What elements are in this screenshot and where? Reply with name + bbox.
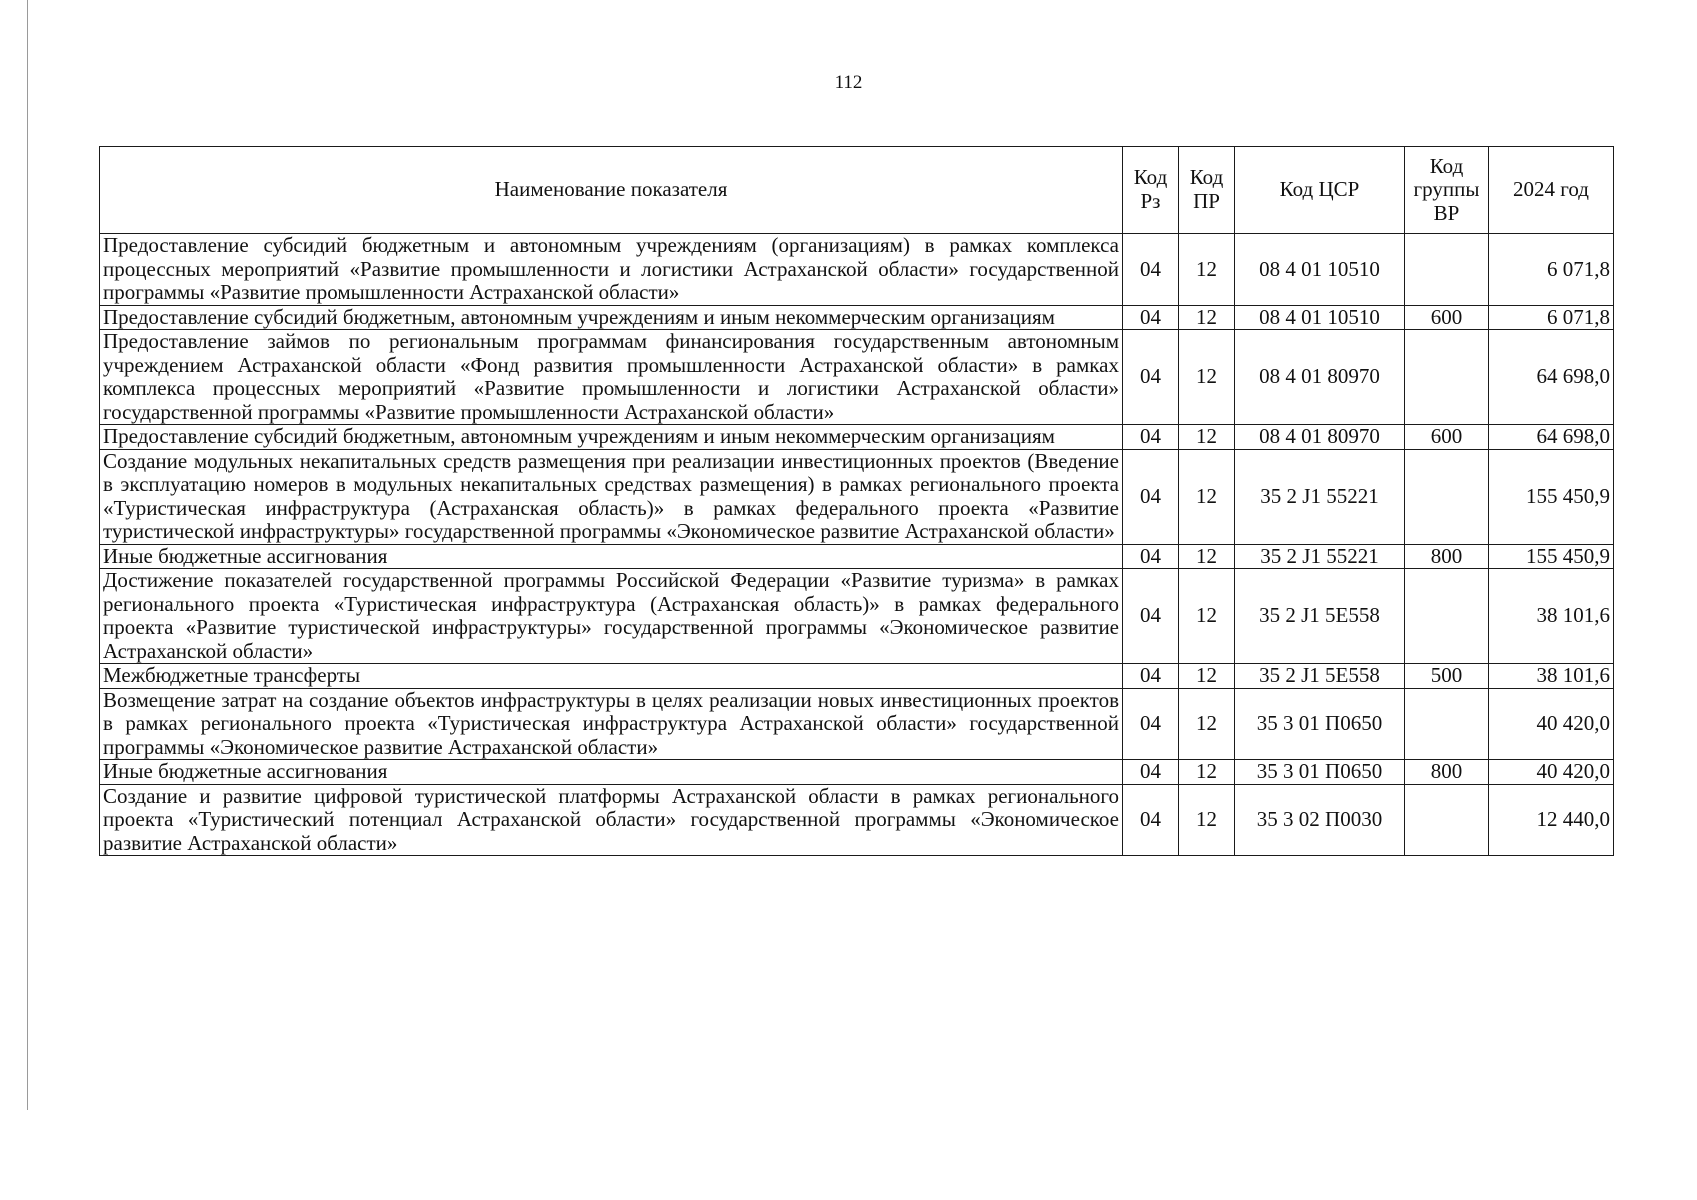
- row-pr: 12: [1179, 234, 1235, 306]
- row-csr: 35 3 01 П0650: [1235, 688, 1405, 760]
- table-row: [100, 784, 1614, 856]
- row-vr: [1405, 569, 1489, 664]
- budget-table: [99, 146, 1614, 856]
- header-vr: Код группы ВР: [1405, 147, 1489, 234]
- row-rz: 04: [1123, 425, 1179, 450]
- row-amount: 40 420,0: [1489, 688, 1614, 760]
- row-vr: [1405, 688, 1489, 760]
- row-rz: 04: [1123, 330, 1179, 425]
- row-amount: 155 450,9: [1489, 544, 1614, 569]
- binding-edge-line: [27, 0, 28, 1110]
- table-row: [100, 330, 1614, 425]
- row-vr: [1405, 234, 1489, 306]
- page-number: 112: [834, 72, 863, 93]
- row-rz: 04: [1123, 234, 1179, 306]
- row-name: Предоставление субсидий бюджетным, автономным учреждениям и иным некоммерческим организациям: [100, 305, 1123, 330]
- table-row: [100, 664, 1614, 689]
- row-csr: 08 4 01 80970: [1235, 425, 1405, 450]
- table-row: [100, 569, 1614, 664]
- row-pr: 12: [1179, 784, 1235, 856]
- row-csr: 35 2 J1 55221: [1235, 544, 1405, 569]
- row-amount: 38 101,6: [1489, 664, 1614, 689]
- row-rz: 04: [1123, 784, 1179, 856]
- row-amount: 64 698,0: [1489, 330, 1614, 425]
- row-amount: 64 698,0: [1489, 425, 1614, 450]
- row-vr: 600: [1405, 425, 1489, 450]
- row-name: Предоставление субсидий бюджетным, автономным учреждениям и иным некоммерческим организациям: [100, 425, 1123, 450]
- row-csr: 08 4 01 10510: [1235, 305, 1405, 330]
- row-pr: 12: [1179, 544, 1235, 569]
- row-rz: 04: [1123, 664, 1179, 689]
- row-pr: 12: [1179, 330, 1235, 425]
- row-rz: 04: [1123, 449, 1179, 544]
- row-pr: 12: [1179, 760, 1235, 785]
- row-vr: 500: [1405, 664, 1489, 689]
- row-vr: 800: [1405, 760, 1489, 785]
- table-row: [100, 234, 1614, 306]
- row-pr: 12: [1179, 449, 1235, 544]
- row-pr: 12: [1179, 569, 1235, 664]
- header-name: Наименование показателя: [100, 147, 1123, 234]
- row-rz: 04: [1123, 569, 1179, 664]
- row-name: Иные бюджетные ассигнования: [100, 760, 1123, 785]
- row-amount: 12 440,0: [1489, 784, 1614, 856]
- row-amount: 6 071,8: [1489, 305, 1614, 330]
- row-amount: 6 071,8: [1489, 234, 1614, 306]
- row-vr: [1405, 330, 1489, 425]
- row-csr: 35 3 01 П0650: [1235, 760, 1405, 785]
- row-name: Возмещение затрат на создание объектов инфраструктуры в целях реализации новых инвестиционных проектов в рамках регионального проекта «Туристическая инфраструктура Астраханской области» государственной программы «Экономическое развитие Астраханской области»: [100, 688, 1123, 760]
- header-year: 2024 год: [1489, 147, 1614, 234]
- table-row: [100, 425, 1614, 450]
- row-csr: 08 4 01 10510: [1235, 234, 1405, 306]
- row-name: Межбюджетные трансферты: [100, 664, 1123, 689]
- table-row: [100, 305, 1614, 330]
- row-vr: [1405, 784, 1489, 856]
- header-csr: Код ЦСР: [1235, 147, 1405, 234]
- row-name: Создание и развитие цифровой туристической платформы Астраханской области в рамках регионального проекта «Туристический потенциал Астраханской области» государственной программы «Экономическое развитие Астраханской области»: [100, 784, 1123, 856]
- row-rz: 04: [1123, 760, 1179, 785]
- row-vr: 800: [1405, 544, 1489, 569]
- row-pr: 12: [1179, 688, 1235, 760]
- row-amount: 40 420,0: [1489, 760, 1614, 785]
- row-name: Иные бюджетные ассигнования: [100, 544, 1123, 569]
- table-row: [100, 544, 1614, 569]
- row-rz: 04: [1123, 305, 1179, 330]
- table-row: [100, 449, 1614, 544]
- row-name: Предоставление займов по региональным программам финансирования государственным автономным учреждением Астраханской области «Фонд развития промышленности Астраханской области» в рамках комплекса процессных мероприятий «Развитие промышленности и логистики Астраханской области» государственной программы «Развитие промышленности Астраханской области»: [100, 330, 1123, 425]
- row-pr: 12: [1179, 425, 1235, 450]
- row-csr: 35 2 J1 5Е558: [1235, 664, 1405, 689]
- row-rz: 04: [1123, 688, 1179, 760]
- header-rz: Код Рз: [1123, 147, 1179, 234]
- row-name: Создание модульных некапитальных средств размещения при реализации инвестиционных проектов (Введение в эксплуатацию номеров в модульных некапитальных средствах размещения) в рамках регионального проекта «Туристическая инфраструктура (Астраханская область)» в рамках федерального проекта «Развитие туристической инфраструктуры» государственной программы «Экономическое развитие Астраханской области»: [100, 449, 1123, 544]
- row-name: Предоставление субсидий бюджетным и автономным учреждениям (организациям) в рамках комплекса процессных мероприятий «Развитие промышленности и логистики Астраханской области» государственной программы «Развитие промышленности Астраханской области»: [100, 234, 1123, 306]
- row-csr: 35 2 J1 5Е558: [1235, 569, 1405, 664]
- table-header-row: [100, 147, 1614, 234]
- table-row: [100, 688, 1614, 760]
- row-name: Достижение показателей государственной программы Российской Федерации «Развитие туризма» в рамках регионального проекта «Туристическая инфраструктура (Астраханская область)» в рамках федерального проекта «Развитие туристической инфраструктуры» государственной программы «Экономическое развитие Астраханской области»: [100, 569, 1123, 664]
- row-pr: 12: [1179, 664, 1235, 689]
- row-vr: [1405, 449, 1489, 544]
- row-csr: 35 3 02 П0030: [1235, 784, 1405, 856]
- row-csr: 35 2 J1 55221: [1235, 449, 1405, 544]
- row-amount: 155 450,9: [1489, 449, 1614, 544]
- row-amount: 38 101,6: [1489, 569, 1614, 664]
- header-pr: Код ПР: [1179, 147, 1235, 234]
- row-csr: 08 4 01 80970: [1235, 330, 1405, 425]
- row-vr: 600: [1405, 305, 1489, 330]
- row-pr: 12: [1179, 305, 1235, 330]
- table-row: [100, 760, 1614, 785]
- row-rz: 04: [1123, 544, 1179, 569]
